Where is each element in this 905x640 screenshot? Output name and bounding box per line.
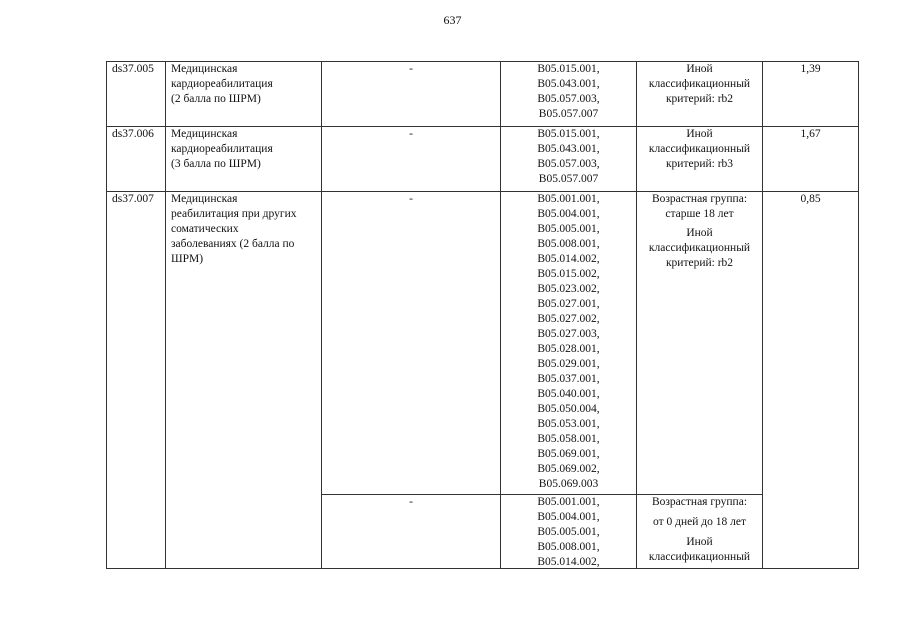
row-services: B05.015.001, B05.043.001, B05.057.003, B05.057.007 — [537, 63, 600, 120]
row-code: ds37.006 — [112, 128, 154, 140]
row-code: ds37.007 — [112, 193, 154, 205]
page-number: 637 — [443, 13, 462, 27]
row-code: ds37.005 — [112, 63, 154, 75]
row-diagnosis: - — [409, 496, 413, 508]
row-services: B05.015.001, B05.043.001, B05.057.003, B05.057.007 — [537, 128, 600, 185]
row-criteria: Иной классификационный критерий: rb3 — [648, 128, 751, 170]
row-name: Медицинская кардиореабилитация (2 балла по ШРМ) — [171, 63, 273, 105]
row-diagnosis: - — [409, 193, 413, 205]
row-diagnosis: - — [409, 128, 413, 140]
row-coefficient: 1,39 — [800, 63, 821, 75]
row-criteria: Возрастная группа: от 0 дней до 18 лет Иной классификационный — [648, 496, 751, 563]
row-name: Медицинская реабилитация при других соматических заболеваниях (2 балла по ШРМ) — [171, 193, 297, 265]
row-diagnosis: - — [409, 63, 413, 75]
row-services: B05.001.001, B05.004.001, B05.005.001, B05.008.001, B05.014.002, — [537, 496, 600, 568]
row-services: B05.001.001, B05.004.001, B05.005.001, B05.008.001, B05.014.002, B05.015.002, B05.023.002, B05.027.001, B05.027.002, B05.027.003, B05.028.001, B05.029.001, B05.037.001, B05.040.001, B05.050.004, B05.053.001, B05.058.001, B05.069.001, B05.069.002, B05.069.003 — [537, 193, 600, 490]
row-coefficient: 1,67 — [800, 128, 821, 140]
row-criteria: Возрастная группа: старше 18 лет Иной классификационный критерий: rb2 — [648, 193, 751, 269]
row-criteria: Иной классификационный критерий: rb2 — [648, 63, 751, 105]
row-name: Медицинская кардиореабилитация (3 балла по ШРМ) — [171, 128, 273, 170]
row-coefficient: 0,85 — [800, 193, 821, 205]
